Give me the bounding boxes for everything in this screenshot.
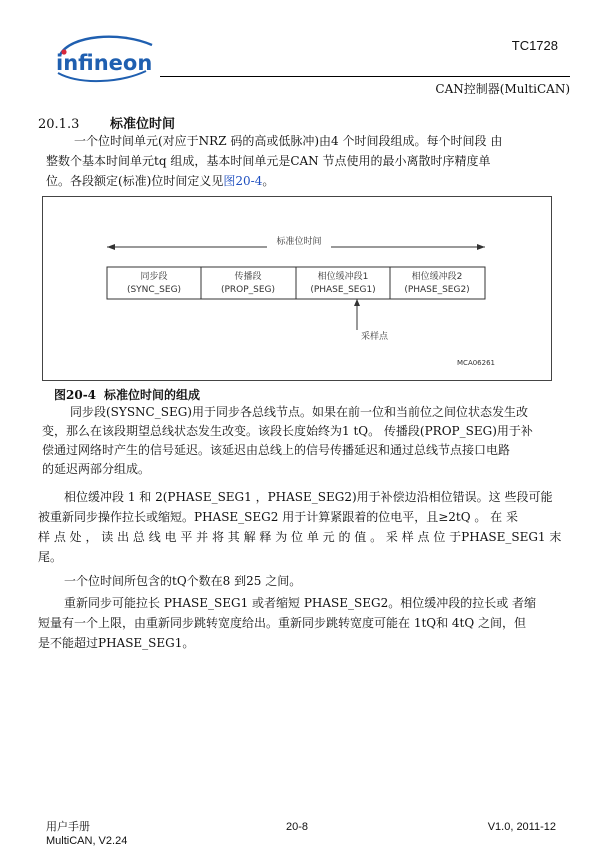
text-line: 一个位时间所包含的tQ个数在8 到25 之间。: [64, 574, 302, 588]
segment-prop-cn: 传播段: [234, 272, 262, 282]
header-rule: [160, 76, 570, 77]
figure-caption: [54, 386, 200, 403]
sample-arrow-icon: [354, 299, 360, 306]
text-line: 同步段(SYSNC_SEG)用于同步各总线节点。如果在前一位和当前位之间位状态发生改: [70, 405, 528, 419]
paragraph-resync: [38, 593, 536, 653]
paragraph-tq-count: [38, 571, 301, 591]
text-line: 被重新同步操作拉长或缩短。PHASE_SEG2 用于计算紧跟着的位电平，且≥2tQ 。 在 采: [38, 510, 518, 524]
figure-box: [42, 196, 552, 381]
section-title: 标准位时间: [110, 117, 176, 132]
text-line: 短量有一个上限，由重新同步跳转宽度给出。重新同步跳转宽度可能在 1tQ和 4tQ 之间，但: [38, 616, 527, 630]
figure-code: MCA06261: [457, 359, 495, 367]
footer-left: [46, 820, 127, 848]
arrow-left-icon: [107, 244, 115, 250]
paragraph-phase-seg: [38, 487, 561, 567]
footer-page-number: 20-8: [286, 821, 309, 833]
text-line: 重新同步可能拉长 PHASE_SEG1 或者缩短 PHASE_SEG2。相位缓冲段的拉长或 者缩: [64, 596, 537, 610]
infineon-logo: [50, 33, 158, 83]
section-number: 20.1.3: [38, 117, 80, 132]
segment-sync-cn: 同步段: [140, 272, 168, 282]
svg-text:infineon: infineon: [56, 51, 153, 75]
sample-point-label: 采样点: [361, 332, 389, 342]
figure-number: 图20-4: [54, 388, 97, 402]
text-line: 变，那么在该段期望总线状态发生改变。该段长度始终为1 tQ。 传播段(PROP_SEG)用于补: [42, 424, 533, 438]
segment-phase2-cn: 相位缓冲段2: [411, 272, 463, 282]
text-line: 尾。: [38, 550, 63, 564]
text-line: 样 点 处 ， 读 出 总 线 电 平 并 将 其 解 释 为 位 单 元 的 值 。 采 样 点 位 于PHASE_SEG1 末: [38, 530, 562, 544]
footer-module: MultiCAN, V2.24: [46, 835, 128, 847]
figure-link[interactable]: 图20-4: [223, 174, 263, 188]
text-line: 位。各段额定(标准)位时间定义见图20-4。: [46, 174, 275, 188]
document-id: TC1728: [511, 38, 558, 53]
intro-paragraph: [46, 131, 502, 191]
footer-manual-label: 用户手册: [46, 821, 90, 833]
segment-phase2-en: (PHASE_SEG2): [404, 285, 470, 295]
paragraph-sync-seg: [42, 403, 533, 479]
segment-phase1-cn: 相位缓冲段1: [317, 272, 369, 282]
text-line: 一个位时间单元(对应于NRZ 码的高或低脉冲)由4 个时间段组成。每个时间段 由: [74, 134, 503, 148]
arrow-right-icon: [477, 244, 485, 250]
span-label: 标准位时间: [276, 237, 322, 247]
chapter-subtitle: CAN控制器(MultiCAN): [435, 82, 570, 96]
text-line: 相位缓冲段 1 和 2(PHASE_SEG1 ，PHASE_SEG2)用于补偿边沿相位错误。这 些段可能: [64, 490, 553, 504]
figure-title: 标准位时间的组成: [104, 388, 201, 402]
segment-sync-en: (SYNC_SEG): [126, 285, 182, 295]
segment-phase1-en: (PHASE_SEG1): [310, 285, 376, 295]
bit-timing-diagram: [43, 197, 553, 382]
text-line: 是不能超过PHASE_SEG1。: [38, 636, 195, 650]
section-heading: [38, 113, 175, 132]
text-line: 偿通过网络时产生的信号延迟。该延迟由总线上的信号传播延迟和通过总线节点接口电路: [42, 443, 511, 457]
text-line: 整数个基本时间单元tq 组成，基本时间单元是CAN 节点使用的最小离散时序精度单: [46, 154, 491, 168]
footer-version: V1.0, 2011-12: [487, 821, 556, 833]
segment-prop-en: (PROP_SEG): [220, 285, 276, 295]
text-line: 的延迟两部分组成。: [42, 462, 151, 476]
